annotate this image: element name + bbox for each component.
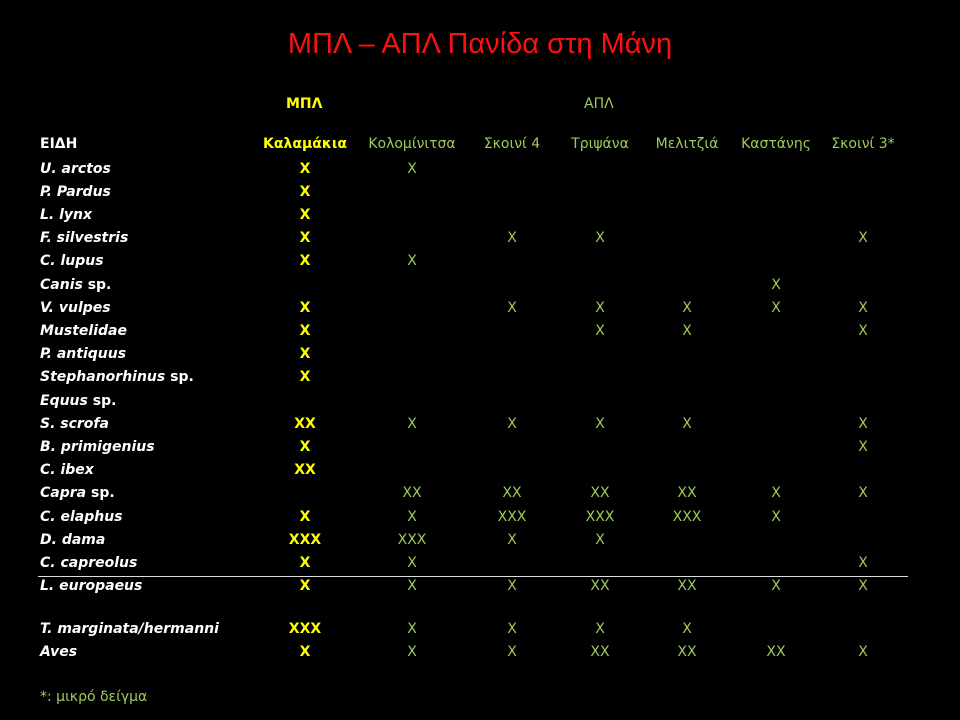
presence-mark: X [299, 184, 311, 200]
table-row [0, 300, 960, 320]
site-header-kalamakia: Καλαμάκια [263, 136, 347, 152]
presence-mark: XX [677, 485, 697, 501]
page-title: ΜΠΛ – ΑΠΛ Πανίδα στη Μάνη [287, 28, 673, 60]
presence-mark: XXX [288, 621, 322, 637]
presence-mark: X [507, 621, 517, 637]
species-name [40, 578, 142, 594]
species-taxon: F. silvestris [40, 230, 129, 246]
table-row [0, 184, 960, 204]
species-suffix: sp. [87, 393, 117, 409]
table-row [0, 578, 960, 598]
species-name [40, 393, 116, 409]
presence-mark: X [507, 578, 517, 594]
presence-mark: X [595, 621, 605, 637]
presence-mark: X [299, 346, 311, 362]
presence-mark: X [682, 621, 692, 637]
presence-mark: X [858, 578, 868, 594]
table-row [0, 253, 960, 273]
species-taxon: C. ibex [40, 462, 94, 478]
species-name [40, 462, 94, 478]
presence-mark: X [858, 416, 868, 432]
species-taxon: P. Pardus [40, 184, 111, 200]
presence-mark: X [595, 300, 605, 316]
species-name [40, 323, 127, 339]
presence-mark: XX [294, 462, 316, 478]
presence-mark: XXX [397, 532, 427, 548]
table-row [0, 277, 960, 297]
presence-mark: XX [590, 644, 610, 660]
presence-mark: X [299, 644, 311, 660]
presence-mark: X [858, 300, 868, 316]
presence-mark: X [507, 416, 517, 432]
presence-mark: XX [402, 485, 422, 501]
table-row [0, 439, 960, 459]
species-name [40, 555, 137, 571]
table-divider [38, 576, 908, 577]
species-name [40, 230, 128, 246]
table-row [0, 532, 960, 552]
presence-mark: XX [677, 644, 697, 660]
species-taxon: C. elaphus [40, 509, 123, 525]
presence-mark: XXX [497, 509, 527, 525]
presence-mark: X [771, 578, 781, 594]
species-name [40, 416, 109, 432]
presence-mark: X [299, 509, 311, 525]
table-row [0, 369, 960, 389]
presence-mark: X [682, 300, 692, 316]
group-header-apl: ΑΠΛ [584, 96, 614, 112]
presence-mark: X [407, 578, 417, 594]
presence-mark: X [858, 230, 868, 246]
presence-mark: X [771, 509, 781, 525]
presence-mark: X [299, 369, 311, 385]
table-row [0, 161, 960, 181]
site-header-kastanis: Καστάνης [741, 136, 811, 152]
presence-mark: X [299, 230, 311, 246]
species-taxon: Mustelidae [40, 323, 127, 339]
group-header-mpl: ΜΠΛ [286, 96, 323, 112]
presence-mark: X [595, 230, 605, 246]
presence-mark: XX [766, 644, 786, 660]
presence-mark: X [858, 439, 868, 455]
presence-mark: X [595, 416, 605, 432]
presence-mark: X [299, 439, 311, 455]
table-row [0, 393, 960, 413]
presence-mark: X [299, 555, 311, 571]
site-header-kolominitsa: Κολομίνιτσα [368, 136, 456, 152]
species-taxon: V. vulpes [40, 300, 111, 316]
species-taxon: Canis [40, 277, 83, 293]
species-taxon: Capra [40, 485, 87, 501]
species-suffix: sp. [86, 485, 115, 501]
footnote: *: μικρό δείγμα [40, 689, 148, 705]
species-taxon: B. primigenius [40, 439, 155, 455]
table-row [0, 509, 960, 529]
presence-mark: XX [294, 416, 316, 432]
presence-mark: X [299, 300, 311, 316]
presence-mark: X [858, 644, 868, 660]
table-row [0, 323, 960, 343]
table-row [0, 555, 960, 575]
presence-mark: X [407, 621, 417, 637]
presence-mark: XX [677, 578, 697, 594]
table-row [0, 416, 960, 436]
presence-mark: X [407, 509, 417, 525]
presence-mark: XXX [585, 509, 615, 525]
species-taxon: C. capreolus [40, 555, 138, 571]
table-row [0, 207, 960, 227]
presence-mark: XX [590, 578, 610, 594]
presence-mark: X [771, 485, 781, 501]
species-suffix: sp. [165, 369, 194, 385]
site-header-skoini-3: Σκοινί 3* [831, 136, 895, 152]
presence-mark: X [299, 323, 311, 339]
species-taxon: U. arctos [40, 161, 111, 177]
presence-mark: X [407, 161, 417, 177]
species-name [40, 161, 111, 177]
species-name [40, 532, 105, 548]
species-name [40, 253, 104, 269]
site-header-skoini-4: Σκοινί 4 [483, 136, 541, 152]
presence-mark: X [771, 277, 781, 293]
presence-mark: XX [590, 485, 610, 501]
species-name [40, 346, 126, 362]
table-row [0, 462, 960, 482]
presence-mark: X [507, 300, 517, 316]
presence-mark: X [771, 300, 781, 316]
presence-mark: X [682, 416, 692, 432]
table-row [0, 644, 960, 664]
site-header-melitzia: Μελιτζιά [655, 136, 719, 152]
presence-mark: X [299, 578, 311, 594]
presence-mark: X [507, 644, 517, 660]
table-header-row [0, 136, 960, 154]
species-name [40, 277, 111, 293]
table-row [0, 230, 960, 250]
species-taxon: D. dama [40, 532, 106, 548]
presence-mark: X [858, 323, 868, 339]
species-name [40, 207, 92, 223]
species-name [40, 369, 194, 385]
presence-mark: X [407, 644, 417, 660]
species-taxon: L. lynx [40, 207, 93, 223]
species-name [40, 509, 123, 525]
species-taxon: L. europaeus [40, 578, 143, 594]
presence-mark: X [299, 253, 311, 269]
table-row [0, 485, 960, 505]
species-name [40, 621, 219, 637]
presence-mark: X [858, 485, 868, 501]
species-name [40, 300, 111, 316]
species-taxon: T. marginata/hermanni [40, 621, 219, 637]
presence-mark: XX [502, 485, 522, 501]
table-row [0, 346, 960, 366]
presence-mark: X [595, 532, 605, 548]
species-name [40, 644, 77, 660]
presence-mark: X [407, 416, 417, 432]
species-name [40, 485, 115, 501]
presence-mark: X [299, 161, 311, 177]
presence-mark: X [407, 555, 417, 571]
species-name [40, 439, 155, 455]
species-taxon: Stephanorhinus [40, 369, 166, 385]
presence-mark: X [682, 323, 692, 339]
species-taxon: C. lupus [40, 253, 104, 269]
presence-mark: X [299, 207, 311, 223]
presence-mark: XXX [672, 509, 702, 525]
presence-mark: X [407, 253, 417, 269]
table-row [0, 621, 960, 641]
presence-mark: X [858, 555, 868, 571]
presence-mark: X [507, 230, 517, 246]
species-taxon: Aves [40, 644, 78, 660]
species-suffix: sp. [82, 277, 112, 293]
species-name [40, 184, 111, 200]
species-taxon: P. antiquus [40, 346, 127, 362]
presence-mark: X [507, 532, 517, 548]
site-header-tripsana: Τριψάνα [571, 136, 629, 152]
presence-mark: X [595, 323, 605, 339]
species-column-header: ΕΙΔΗ [40, 136, 78, 152]
species-taxon: S. scrofa [40, 416, 109, 432]
species-taxon: Equus [40, 393, 88, 409]
presence-mark: XXX [288, 532, 322, 548]
